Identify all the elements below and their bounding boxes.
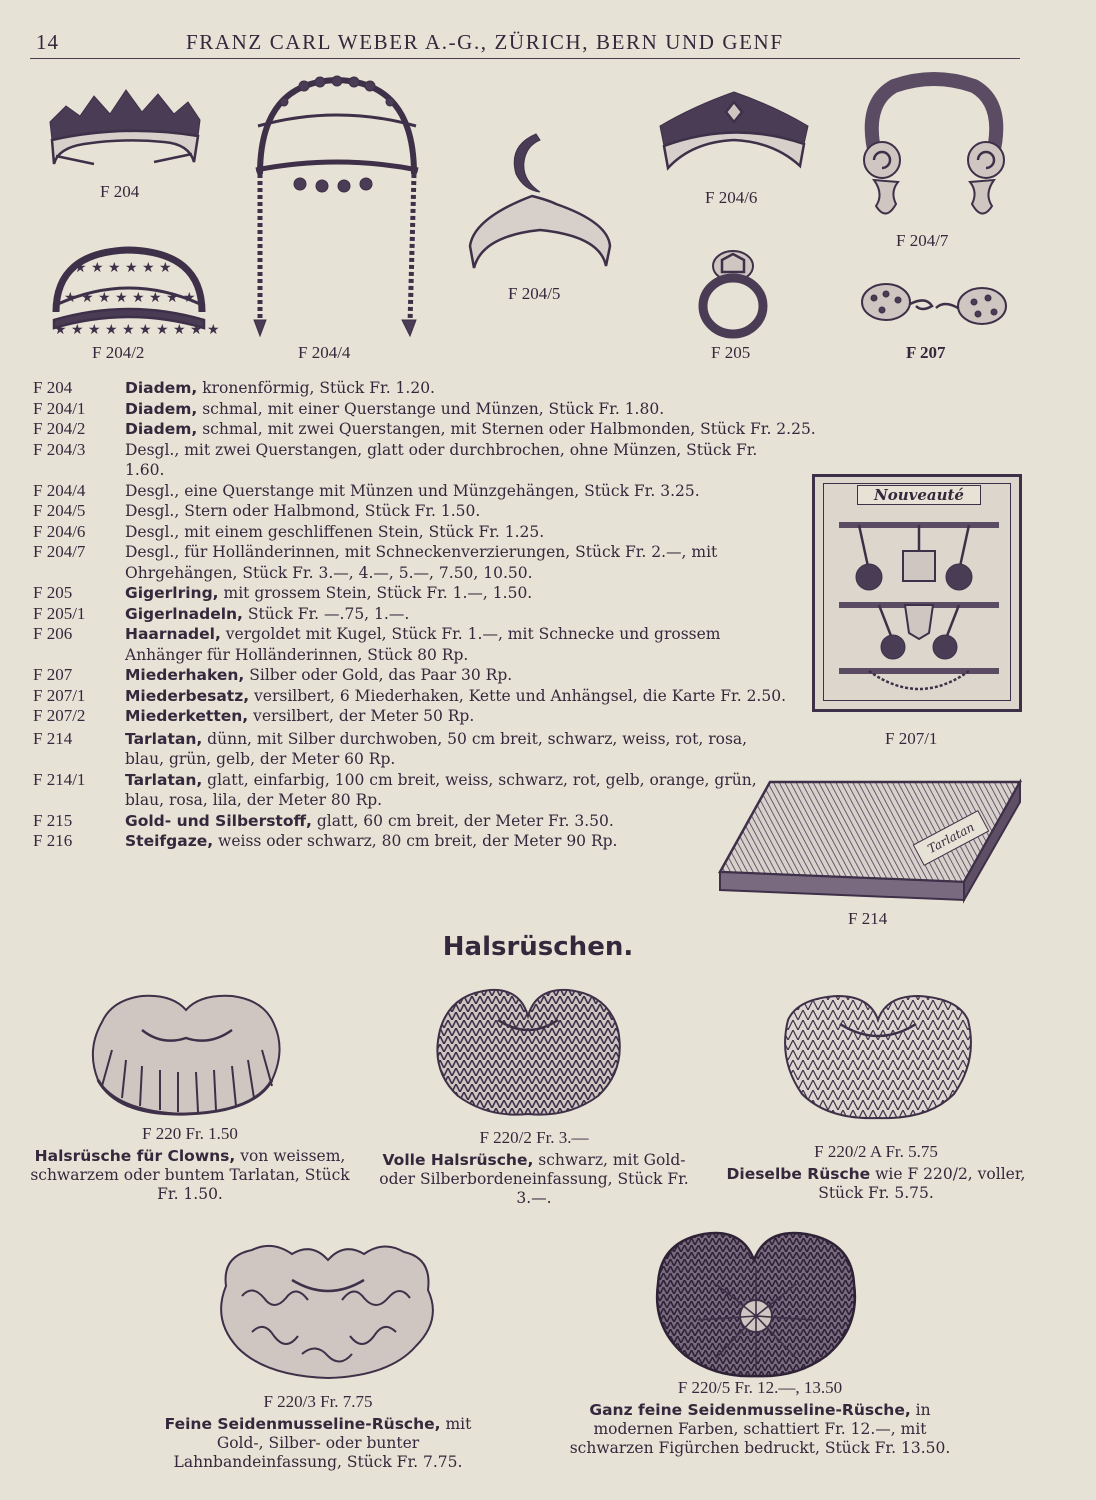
item-code: F 207/2 [33, 706, 86, 725]
catalog-row-f204-7 [33, 542, 1023, 583]
item-text: Desgl., mit zwei Querstangen, glatt oder durchbrochen, ohne Münzen, Stück Fr. 1.60. [125, 440, 758, 479]
gem-diadem-illustration [654, 86, 812, 176]
svg-text:★ ★ ★ ★ ★ ★: ★ ★ ★ ★ ★ ★ [74, 260, 172, 276]
item-text: Stück Fr. —.75, 1.—. [242, 604, 410, 623]
ruff-caption-f220-5 [550, 1378, 970, 1458]
label-f204-5: F 204/5 [508, 284, 561, 303]
star-diadem-illustration [44, 242, 220, 338]
ruff-price: F 220 Fr. 1.50 [142, 1124, 238, 1143]
item-text: dünn, mit Silber durchwoben, 50 cm breit, schwarz, weiss, rot, rosa, blau, grün, gelb, der Meter 60 Rp. [125, 729, 748, 768]
bodice-hooks-illustration [856, 278, 1012, 334]
item-text: weiss oder schwarz, 80 cm breit, der Meter 90 Rp. [213, 832, 618, 850]
page-header-title: FRANZ CARL WEBER A.-G., ZÜRICH, BERN UND GENF [186, 30, 784, 54]
ruff-caption-f220-2a [724, 1142, 1028, 1203]
ruff-name: Volle Halsrüsche, [382, 1151, 534, 1169]
item-desc [125, 419, 995, 440]
item-desc [125, 501, 795, 522]
label-f207-1: F 207/1 [885, 729, 938, 748]
item-name: Miederbesatz, [125, 686, 250, 705]
catalog-row-f214-1 [33, 770, 1023, 811]
catalog-row-f214 [33, 729, 1023, 770]
catalog-row-f207 [33, 665, 1023, 686]
header-rule [30, 58, 1020, 59]
ruff-desc: wie F 220/2, voller, Stück Fr. 5.75. [818, 1165, 1026, 1202]
item-name: Tarlatan, [125, 729, 203, 748]
nouveaute-card-title: Nouveauté [857, 485, 981, 505]
item-desc [125, 665, 795, 686]
tarlatan-package-label: Tarlatan [913, 810, 990, 866]
page-number: 14 [36, 30, 59, 54]
label-f204: F 204 [100, 182, 140, 201]
crown-diadem-illustration [44, 84, 204, 170]
item-name: Miederketten, [125, 707, 249, 725]
item-name: Diadem, [125, 379, 198, 397]
item-text: Desgl., Stern oder Halbmond, Stück Fr. 1.50. [125, 502, 481, 520]
item-code: F 204/1 [33, 398, 86, 418]
item-code: F 206 [33, 624, 73, 643]
item-text: Desgl., für Holländerinnen, mit Schneckenverzierungen, Stück Fr. 2.—, mit Ohrgehängen, Stück Fr. 3.—, 4.—, 5.—, 7.50, 10.50. [125, 543, 718, 582]
catalog-row-f204-6 [33, 522, 1023, 543]
catalog-row-f207-2 [33, 706, 1023, 727]
item-desc [125, 811, 765, 832]
item-text: versilbert, der Meter 50 Rp. [248, 707, 475, 725]
label-f204-6: F 204/6 [705, 188, 758, 207]
item-text: schmal, mit zwei Querstangen, mit Sternen oder Halbmonden, Stück Fr. 2.25. [197, 420, 816, 438]
item-text: mit grossem Stein, Stück Fr. 1.—, 1.50. [218, 584, 533, 602]
item-text: Desgl., mit einem geschliffenen Stein, Stück Fr. 1.25. [125, 522, 545, 541]
catalog-row-f204-3 [33, 440, 1023, 481]
item-desc [125, 440, 795, 481]
dutch-headpiece-illustration [854, 74, 1014, 224]
item-desc [125, 729, 765, 770]
item-text: versilbert, 6 Miederhaken, Kette und Anhängsel, die Karte Fr. 2.50. [249, 686, 787, 705]
ruff-price: F 220/2 Fr. 3.— [479, 1128, 589, 1147]
item-desc [125, 831, 765, 852]
item-code: F 207/1 [33, 685, 86, 705]
item-text: glatt, einfarbig, 100 cm breit, weiss, schwarz, rot, gelb, orange, grün, blau, rosa, lila, der Meter 80 Rp. [125, 770, 757, 809]
catalog-row-f207-1 [33, 686, 1023, 707]
svg-text:★ ★ ★ ★ ★ ★ ★ ★ ★ ★: ★ ★ ★ ★ ★ ★ ★ ★ ★ ★ [54, 322, 220, 338]
item-code: F 204/7 [33, 542, 86, 561]
ruff-price: F 220/5 Fr. 12.—, 13.50 [677, 1378, 843, 1397]
item-desc [125, 481, 795, 502]
item-code: F 214/1 [33, 769, 86, 789]
item-desc [125, 583, 795, 604]
ruff-price: F 220/3 Fr. 7.75 [263, 1392, 373, 1411]
ring-illustration [696, 246, 770, 338]
coin-headpiece-illustration [244, 74, 430, 340]
ruff-name: Ganz feine Seidenmusseline-Rüsche, [589, 1401, 911, 1419]
ruff-desc: mit Gold-, Silber- oder bunter Lahnbandeinfassung, Stück Fr. 7.75. [173, 1415, 472, 1471]
item-desc [125, 378, 795, 399]
item-name: Miederhaken, [125, 666, 245, 684]
item-name: Haarnadel, [125, 625, 221, 643]
label-f204-4: F 204/4 [298, 343, 351, 362]
item-desc [125, 399, 995, 420]
section-title: Halsrüschen. [442, 932, 634, 962]
item-desc [125, 542, 795, 583]
ruff-f220-2a-illustration [778, 990, 978, 1120]
item-name: Gigerlnadeln, [125, 604, 243, 623]
item-code: F 204/4 [33, 480, 86, 500]
ruff-f220-2-illustration [428, 980, 628, 1120]
item-name: Gigerlring, [125, 584, 219, 602]
crescent-diadem-illustration [460, 126, 620, 276]
label-f214: F 214 [848, 909, 888, 928]
item-code: F 204/3 [33, 439, 86, 459]
item-desc [125, 624, 795, 665]
ruff-caption-f220-2 [372, 1128, 696, 1208]
ruff-f220-3-illustration [212, 1236, 442, 1386]
catalog-row-f206 [33, 624, 1023, 665]
ruff-name: Halsrüsche für Clowns, [34, 1147, 236, 1165]
item-text: vergoldet mit Kugel, Stück Fr. 1.—, mit Schnecke und grossem Anhänger für Holländerinnen, Stück 80 Rp. [125, 625, 721, 664]
item-name: Gold- und Silberstoff, [125, 811, 312, 830]
item-text: schmal, mit einer Querstange und Münzen, Stück Fr. 1.80. [197, 399, 665, 418]
item-code: F 204/2 [33, 419, 86, 438]
label-f207: F 207 [906, 343, 946, 362]
item-code: F 215 [33, 810, 73, 830]
item-code: F 205/1 [33, 603, 86, 623]
item-desc [125, 604, 795, 625]
item-name: Diadem, [125, 399, 198, 418]
item-desc [125, 686, 795, 707]
item-name: Steifgaze, [125, 832, 214, 850]
catalog-list [33, 378, 1023, 852]
ruff-caption-f220 [30, 1124, 350, 1204]
catalog-row-f215 [33, 811, 1023, 832]
catalog-row-f204-2 [33, 419, 1023, 440]
item-desc [125, 706, 795, 727]
item-desc [125, 522, 795, 543]
catalog-row-f204-1 [33, 399, 1023, 420]
label-f204-7: F 204/7 [896, 231, 949, 250]
label-f204-2: F 204/2 [92, 343, 145, 362]
catalog-row-f204-5 [33, 501, 1023, 522]
item-name: Tarlatan, [125, 770, 203, 789]
item-text: Silber oder Gold, das Paar 30 Rp. [244, 666, 513, 684]
ruff-f220-5-illustration [646, 1224, 866, 1380]
catalog-row-f204-4 [33, 481, 1023, 502]
item-desc [125, 770, 765, 811]
item-code: F 204 [33, 378, 73, 397]
item-code: F 216 [33, 831, 73, 850]
ruff-caption-f220-3 [150, 1392, 486, 1472]
item-text: Desgl., eine Querstange mit Münzen und Münzgehängen, Stück Fr. 3.25. [125, 481, 700, 500]
item-code: F 204/6 [33, 521, 86, 541]
svg-text:★ ★ ★ ★ ★ ★ ★ ★: ★ ★ ★ ★ ★ ★ ★ ★ [64, 290, 196, 306]
ruff-price: F 220/2 A Fr. 5.75 [814, 1142, 938, 1161]
item-name: Diadem, [125, 420, 198, 438]
label-f205: F 205 [711, 343, 751, 362]
ruff-desc: in modernen Farben, schattiert Fr. 12.—, mit schwarzen Figürchen bedruckt, Stück Fr. 13.50. [569, 1401, 951, 1457]
catalog-row-f205 [33, 583, 1023, 604]
item-text: glatt, 60 cm breit, der Meter Fr. 3.50. [311, 811, 614, 830]
ruff-f220-illustration [82, 990, 292, 1120]
ruff-desc: von weissem, schwarzem oder buntem Tarlatan, Stück Fr. 1.50. [30, 1147, 350, 1203]
item-code: F 205 [33, 583, 73, 602]
item-code: F 207 [33, 665, 73, 684]
catalog-row-f204 [33, 378, 1023, 399]
ruff-desc: schwarz, mit Gold- oder Silberbordeneinfassung, Stück Fr. 3.—. [379, 1151, 689, 1207]
catalog-row-f205-1 [33, 604, 1023, 625]
catalog-row-f216 [33, 831, 1023, 852]
item-code: F 204/5 [33, 501, 86, 520]
item-text: kronenförmig, Stück Fr. 1.20. [197, 379, 435, 397]
item-code: F 214 [33, 728, 73, 748]
ruff-name: Feine Seidenmusseline-Rüsche, [164, 1415, 441, 1433]
ruff-name: Dieselbe Rüsche [726, 1165, 871, 1183]
